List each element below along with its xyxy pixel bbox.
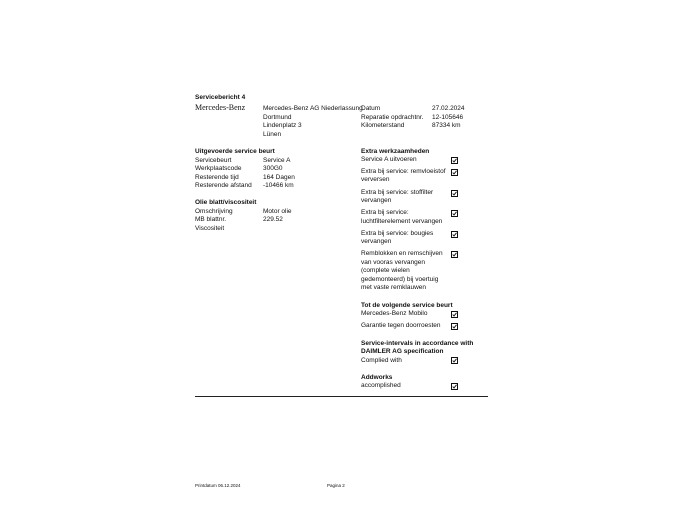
extra-item-line: vervangen	[361, 197, 392, 204]
extra-item-line: gedemonteerd) bij voertuig	[361, 276, 439, 283]
next-service-item: Garantie tegen doorroesten	[361, 322, 441, 329]
service-heading: Uitgevoerde service beurt	[195, 148, 275, 155]
checkbox-icon[interactable]	[451, 210, 458, 217]
next-service-item: Mercedes-Benz Mobilo	[361, 310, 428, 317]
checkbox-icon[interactable]	[451, 251, 458, 258]
meta-label: Reparatie opdrachtnr.	[361, 114, 424, 121]
checkbox-icon[interactable]	[451, 190, 458, 197]
extra-item-line: Remblokken en remschijven	[361, 250, 443, 257]
page-number: Pagina 2	[327, 483, 345, 488]
checkbox-icon[interactable]	[451, 157, 458, 164]
oil-label: Omschrijving	[195, 208, 233, 215]
extra-heading: Extra werkzaamheden	[361, 148, 430, 155]
oil-value: 229.52	[263, 216, 283, 223]
brand-logo: Mercedes-Benz	[195, 103, 246, 112]
page-title: Servicebericht 4	[195, 94, 246, 101]
checkbox-icon[interactable]	[451, 357, 458, 364]
extra-item-line: luchtfilterelement vervangen	[361, 218, 443, 225]
meta-value: 87334 km	[432, 122, 461, 129]
extra-item-line: Extra bij service: bougies	[361, 230, 434, 237]
extra-item-line: Service A uitvoeren	[361, 156, 417, 163]
dealer-name: Mercedes-Benz AG Niederlassung	[263, 105, 363, 112]
checkbox-icon[interactable]	[451, 311, 458, 318]
service-label: Servicebeurt	[195, 157, 232, 164]
meta-label: Kilometerstand	[361, 122, 405, 129]
extra-item-line: van vooras vervangen	[361, 259, 425, 266]
dealer-town: Lünen	[263, 131, 282, 138]
oil-label: MB blattnr.	[195, 216, 227, 223]
checkbox-icon[interactable]	[451, 231, 458, 238]
dealer-city: Dortmund	[263, 114, 292, 121]
oil-heading: Olie blatt/viscositeit	[195, 199, 257, 206]
extra-item-line: Extra bij service:	[361, 209, 409, 216]
extra-item-line: (complete wielen	[361, 267, 410, 274]
extra-item-line: vervangen	[361, 238, 392, 245]
print-date: Printdatum 06.12.2024	[195, 483, 241, 488]
dealer-street: Lindenplatz 3	[263, 122, 302, 129]
divider	[195, 396, 488, 397]
service-label: Resterende afstand	[195, 182, 252, 189]
service-label: Werkplaatscode	[195, 165, 242, 172]
oil-label: Viscositeit	[195, 225, 225, 232]
service-value: -10466 km	[263, 182, 294, 189]
checkbox-icon[interactable]	[451, 383, 458, 390]
oil-value: Motor olie	[263, 208, 292, 215]
checkbox-icon[interactable]	[451, 169, 458, 176]
checkbox-icon[interactable]	[451, 323, 458, 330]
extra-item-line: verversen	[361, 176, 390, 183]
meta-value: 12-105646	[432, 114, 464, 121]
intervals-heading: Service-intervals in accordance with	[361, 340, 474, 347]
addworks-heading: Addworks	[361, 374, 393, 381]
intervals-heading: DAIMLER AG specification	[361, 348, 444, 355]
service-value: 300G0	[263, 165, 283, 172]
meta-label: Datum	[361, 105, 381, 112]
service-value: Service A	[263, 157, 291, 164]
meta-value: 27.02.2024	[432, 105, 465, 112]
addworks-item: accomplished	[361, 382, 401, 389]
service-label: Resterende tijd	[195, 174, 239, 181]
extra-item-line: met vaste remklauwen	[361, 284, 427, 291]
next-service-heading: Tot de volgende service beurt	[361, 302, 453, 309]
service-value: 164 Dagen	[263, 174, 295, 181]
extra-item-line: Extra bij service: remvloeistof	[361, 168, 446, 175]
intervals-item: Complied with	[361, 357, 402, 364]
extra-item-line: Extra bij service: stoffilter	[361, 189, 434, 196]
